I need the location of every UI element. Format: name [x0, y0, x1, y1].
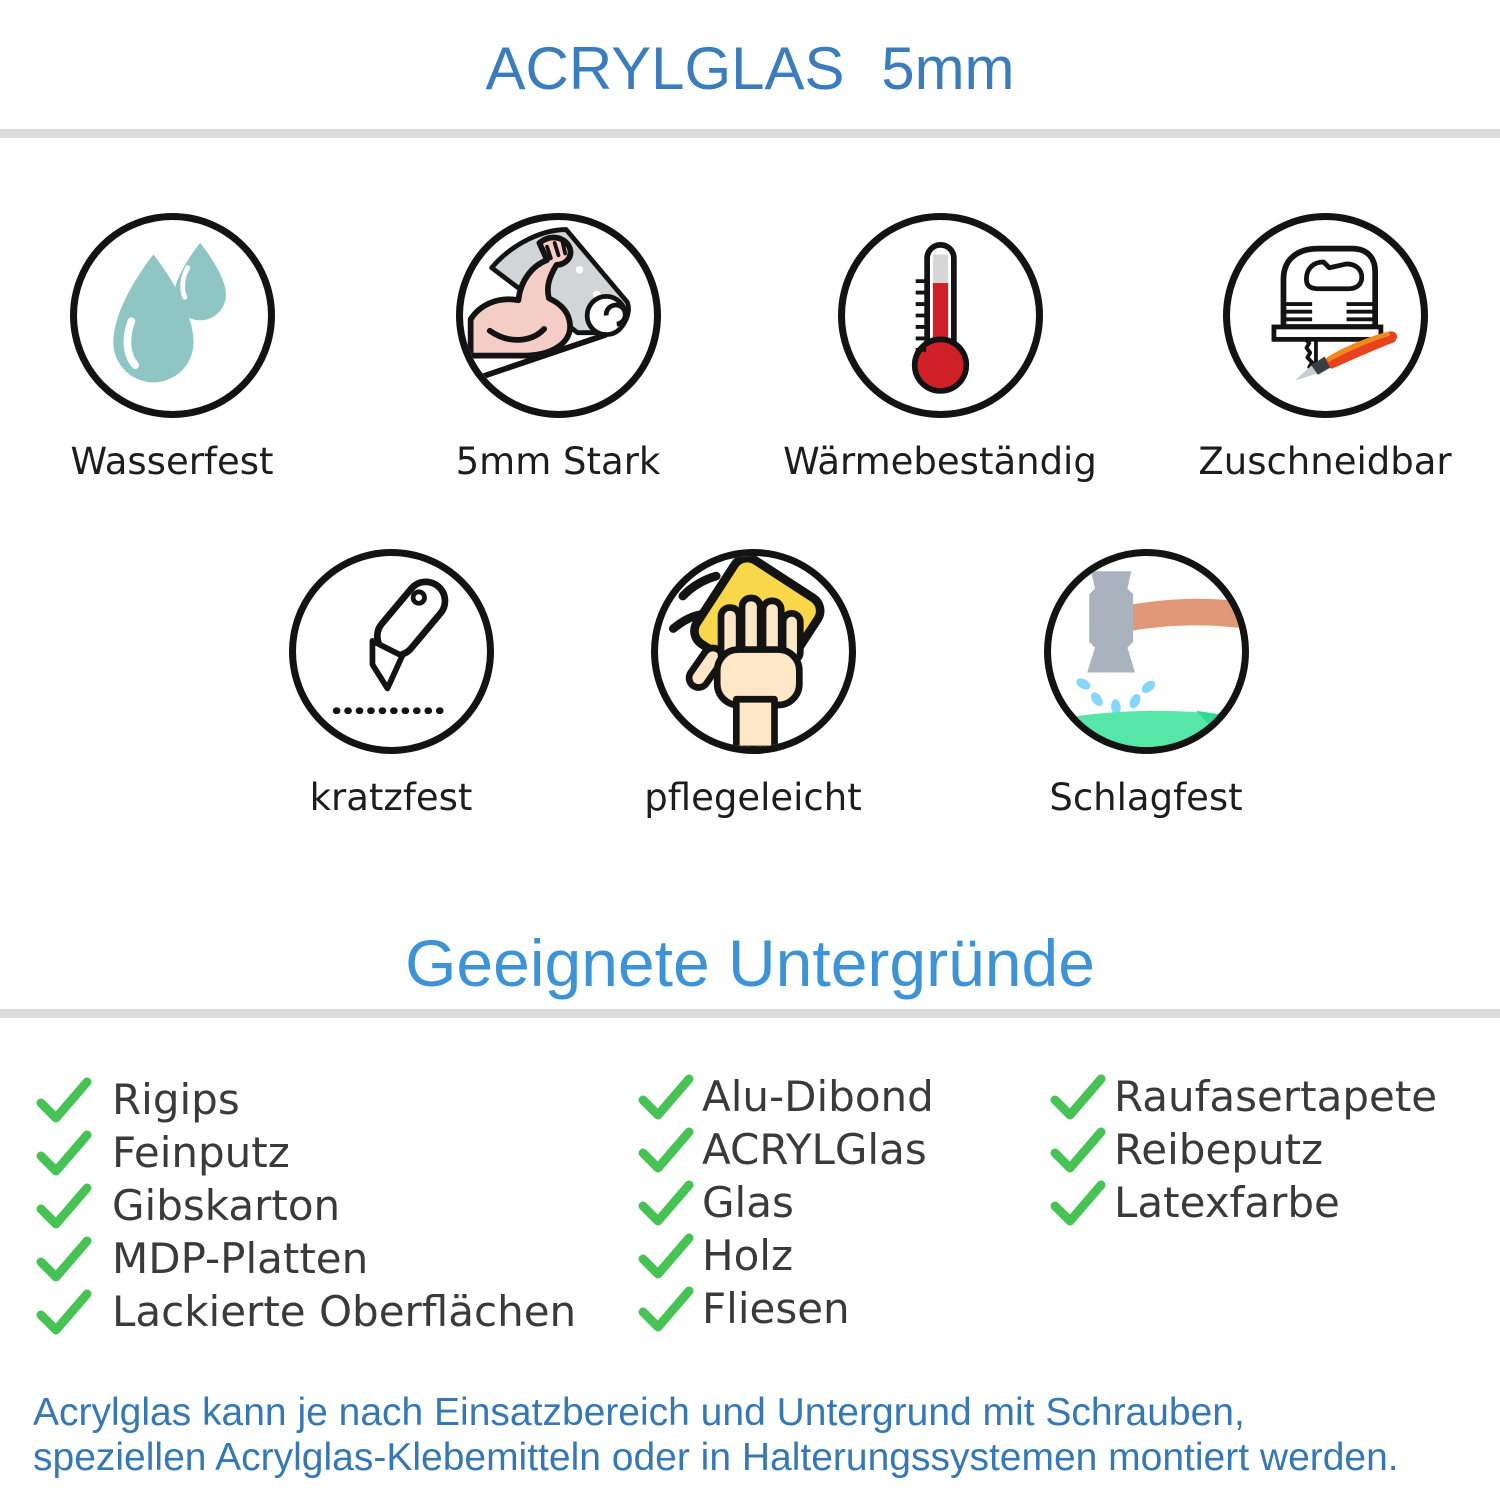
- strong-arm-icon: [456, 213, 661, 418]
- surface-label: Fliesen: [702, 1284, 850, 1333]
- check-icon: [36, 1077, 92, 1123]
- surface-label: Latexfarbe: [1114, 1178, 1340, 1227]
- check-icon: [1050, 1180, 1106, 1226]
- feature-label: Wärmebeständig: [783, 440, 1097, 483]
- check-icon: [36, 1289, 92, 1335]
- check-icon: [638, 1180, 694, 1226]
- list-item: [638, 1123, 934, 1176]
- feature-pflegeleicht: [583, 549, 923, 819]
- check-icon: [638, 1286, 694, 1332]
- list-item: [638, 1282, 934, 1335]
- mounting-note-line1: Acrylglas kann je nach Einsatzbereich und Untergrund mit Schrauben,: [33, 1391, 1245, 1434]
- feature-label: 5mm Stark: [455, 440, 661, 483]
- feature-5mm-stark: [388, 213, 728, 483]
- surface-label: Rigips: [112, 1075, 240, 1124]
- list-item: [36, 1232, 576, 1285]
- jigsaw-icon: [1223, 213, 1428, 418]
- surface-label: Raufasertapete: [1114, 1072, 1438, 1121]
- check-icon: [36, 1183, 92, 1229]
- surface-label: Holz: [702, 1231, 793, 1280]
- list-item: [36, 1179, 576, 1232]
- surface-label: Glas: [702, 1178, 794, 1227]
- wiping-hand-icon: [651, 549, 856, 754]
- check-icon: [638, 1233, 694, 1279]
- mounting-note-line2: speziellen Acrylglas-Klebemitteln oder in Halterungssystemen montiert werden.: [33, 1436, 1399, 1479]
- list-item: [638, 1176, 934, 1229]
- feature-kratzfest: [221, 549, 561, 819]
- water-drops-icon: [70, 213, 275, 418]
- list-item: [638, 1070, 934, 1123]
- surfaces-column-2: [638, 1070, 934, 1335]
- list-item: [1050, 1070, 1437, 1123]
- feature-label: kratzfest: [309, 776, 473, 819]
- check-icon: [36, 1130, 92, 1176]
- feature-label: Wasserfest: [70, 440, 274, 483]
- feature-label: pflegeleicht: [644, 776, 862, 819]
- hammer-icon: [1044, 549, 1249, 754]
- surface-label: Lackierte Oberflächen: [112, 1287, 577, 1336]
- feature-waermebestaendig: [770, 213, 1110, 483]
- list-item: [36, 1285, 576, 1338]
- surfaces-column-1: [36, 1073, 576, 1338]
- check-icon: [1050, 1127, 1106, 1173]
- list-item: [1050, 1176, 1437, 1229]
- surface-label: Reibeputz: [1114, 1125, 1324, 1174]
- surfaces-heading: Geeignete Untergründe: [405, 926, 1095, 1000]
- surfaces-column-3: [1050, 1070, 1437, 1229]
- surface-label: ACRYLGlas: [702, 1125, 927, 1174]
- list-item: [36, 1126, 576, 1179]
- surface-label: Feinputz: [112, 1128, 290, 1177]
- check-icon: [638, 1127, 694, 1173]
- page-title: ACRYLGLAS 5mm: [485, 35, 1015, 102]
- surface-label: MDP-Platten: [112, 1234, 369, 1283]
- mounting-note: [33, 1390, 1399, 1480]
- list-item: [36, 1073, 576, 1126]
- divider-top: [0, 129, 1500, 138]
- feature-zuschneidbar: [1155, 213, 1495, 483]
- feature-label: Schlagfest: [1049, 776, 1243, 819]
- check-icon: [638, 1074, 694, 1120]
- feature-label: Zuschneidbar: [1198, 440, 1452, 483]
- check-icon: [1050, 1074, 1106, 1120]
- feature-schlagfest: [976, 549, 1316, 819]
- list-item: [1050, 1123, 1437, 1176]
- utility-knife-icon: [289, 549, 494, 754]
- divider-surfaces: [0, 1009, 1500, 1018]
- feature-wasserfest: [2, 213, 342, 483]
- surface-label: Gibskarton: [112, 1181, 341, 1230]
- thermometer-icon: [838, 213, 1043, 418]
- surface-label: Alu-Dibond: [702, 1072, 934, 1121]
- check-icon: [36, 1236, 92, 1282]
- list-item: [638, 1229, 934, 1282]
